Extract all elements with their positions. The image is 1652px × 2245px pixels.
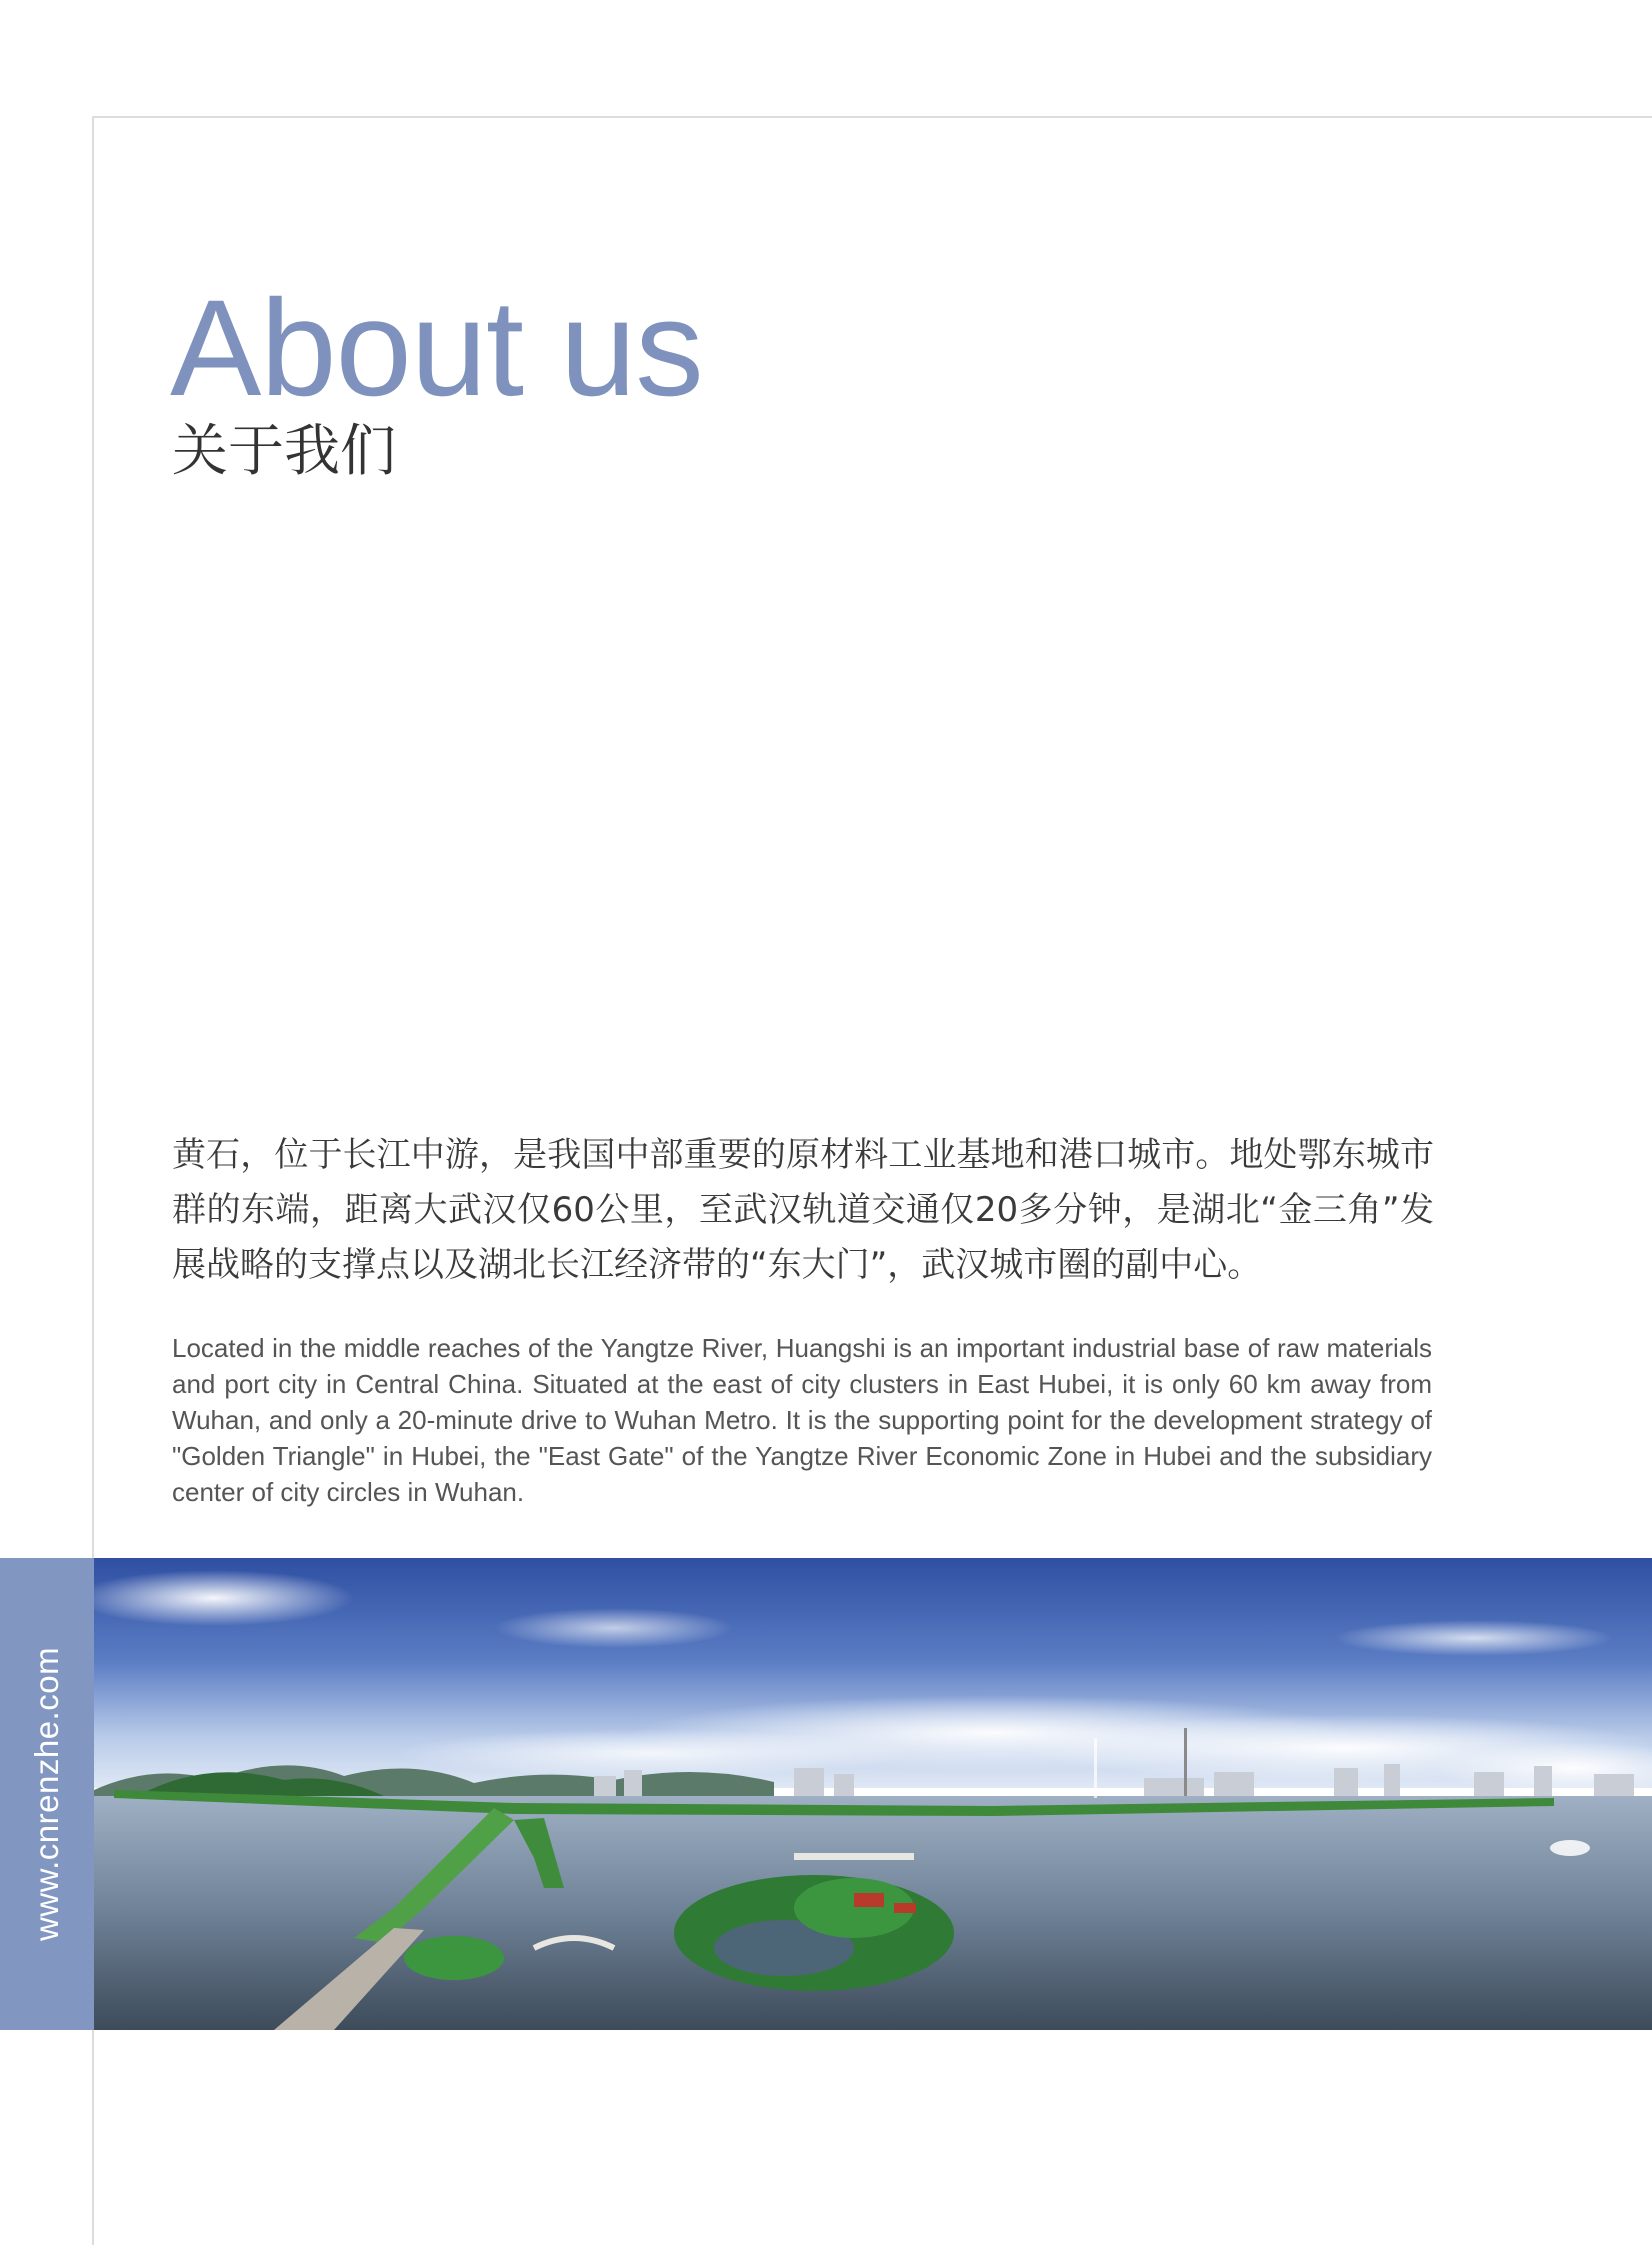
fountain-left xyxy=(1094,1738,1097,1798)
page-title-chinese: 关于我们 xyxy=(172,419,396,484)
intro-paragraph-english: Located in the middle reaches of the Yangtze River, Huangshi is an important industrial base of raw materials and port city in Central China. Situated at the east of city clusters in East Hubei, it is only 60 km away from Wuhan, and only a 20-minute drive to Wuhan Metro. It is the supporting point for the development strategy of "Golden Triangle" in Hubei, the "East Gate" of the Yangtze River Economic Zone in Hubei and the subsidiary center of city circles in Wuhan. xyxy=(172,1333,1432,1507)
side-band xyxy=(0,1558,94,2030)
fountain-right xyxy=(1550,1840,1590,1856)
panorama-photo-lake-park xyxy=(94,1558,1652,2030)
page-title-english: About us xyxy=(170,272,703,425)
intro-paragraph-chinese: 黄石，位于长江中游，是我国中部重要的原材料工业基地和港口城市。地处鄂东城市群的东端，距离大武汉仅60公里，至武汉轨道交通仅20多分钟，是湖北“金三角”发展战略的支撑点以及湖北长江经济带的“东大门”，武汉城市圈的副中心。 xyxy=(172,1135,1434,1285)
tv-tower xyxy=(1184,1728,1187,1796)
website-url: www.cnrenzhe.com xyxy=(28,1646,65,1942)
panorama-illustration xyxy=(94,1558,1652,2030)
stone-bridge xyxy=(794,1853,914,1860)
